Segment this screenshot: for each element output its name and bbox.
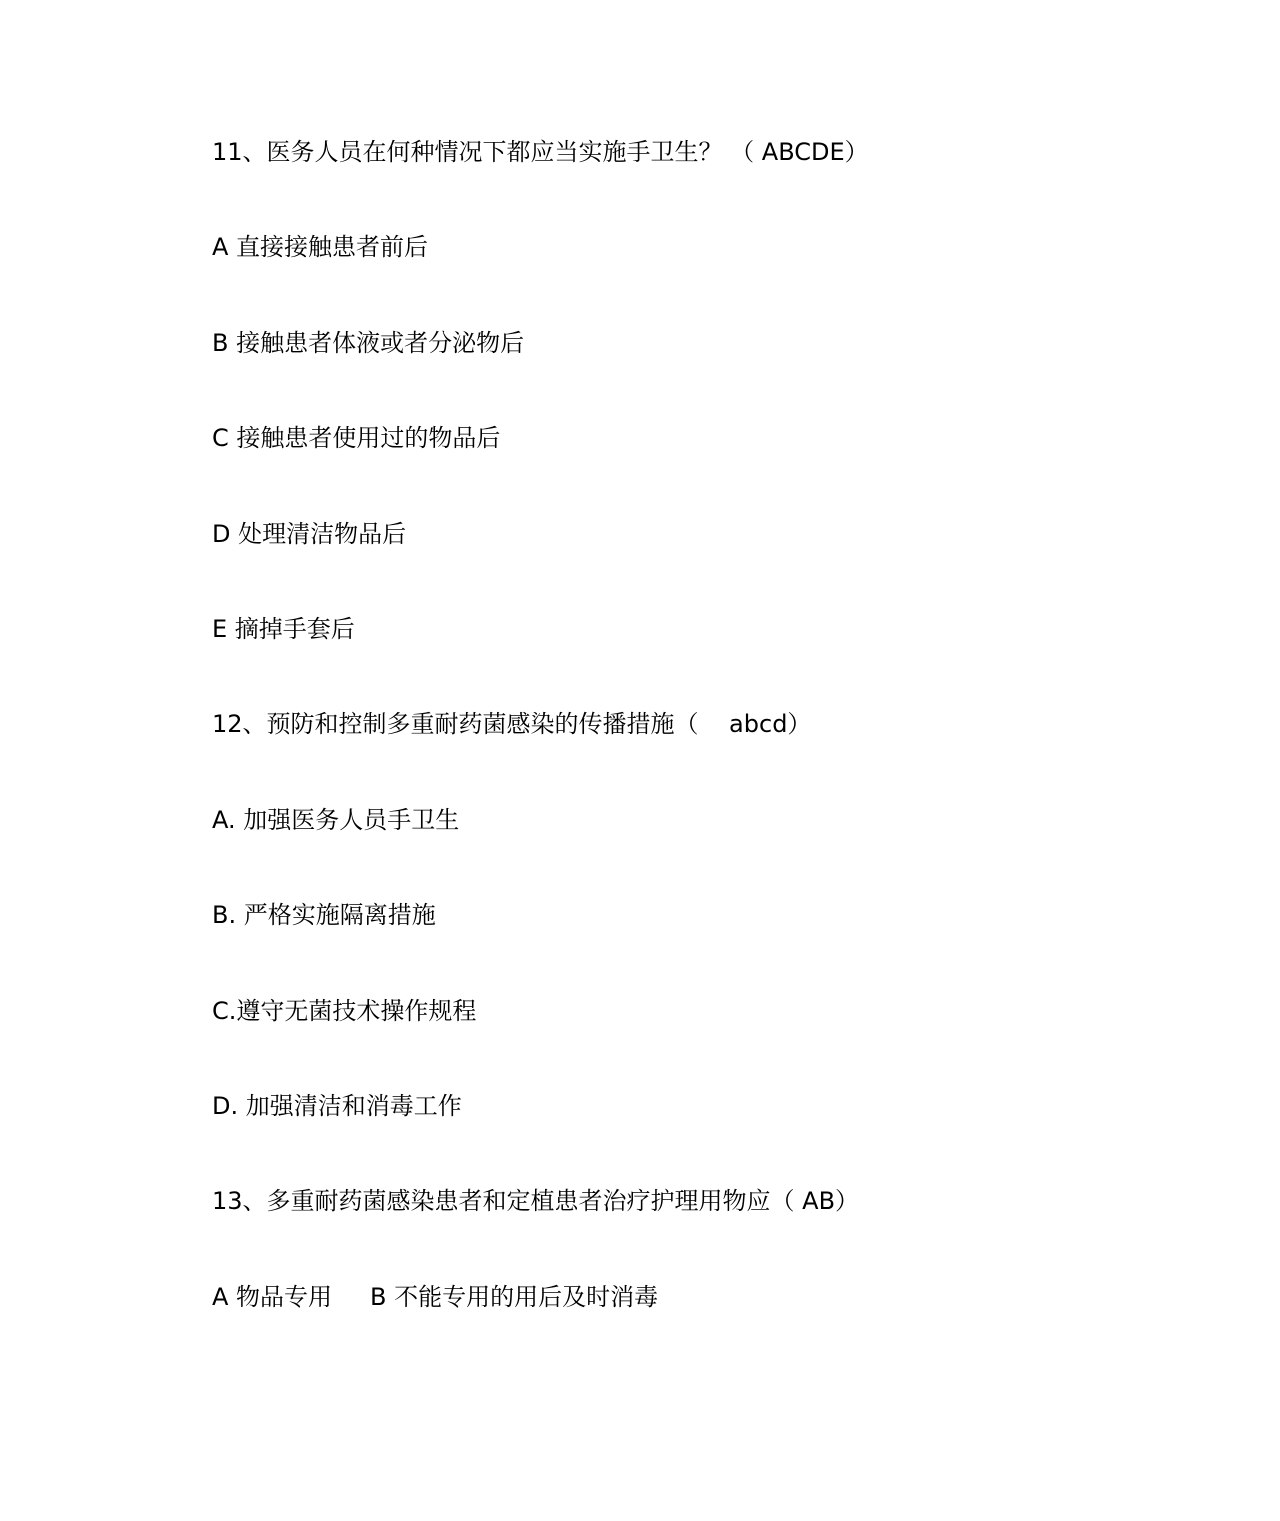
question-13-option-a: A 物品专用: [212, 1283, 333, 1311]
question-13: 13、多重耐药菌感染患者和定植患者治疗护理用物应（ AB）: [212, 1187, 860, 1215]
question-11-option-a: A 直接接触患者前后: [212, 233, 429, 261]
question-12: 12、预防和控制多重耐药菌感染的传播措施（ abcd）: [212, 710, 812, 738]
question-12-option-d: D. 加强清洁和消毒工作: [212, 1092, 462, 1120]
question-13-options: [212, 1281, 658, 1313]
question-11-option-b: B 接触患者体液或者分泌物后: [212, 329, 525, 357]
question-11-option-c: C 接触患者使用过的物品后: [212, 424, 501, 452]
question-11-option-e: E 摘掉手套后: [212, 615, 355, 643]
question-13-option-b: B 不能专用的用后及时消毒: [370, 1283, 659, 1311]
question-11: 11、医务人员在何种情况下都应当实施手卫生？ （ ABCDE）: [212, 138, 869, 166]
question-11-option-d: D 处理清洁物品后: [212, 520, 407, 548]
question-12-option-c: C.遵守无菌技术操作规程: [212, 997, 477, 1025]
question-12-option-a: A. 加强医务人员手卫生: [212, 806, 460, 834]
question-12-option-b: B. 严格实施隔离措施: [212, 901, 436, 929]
